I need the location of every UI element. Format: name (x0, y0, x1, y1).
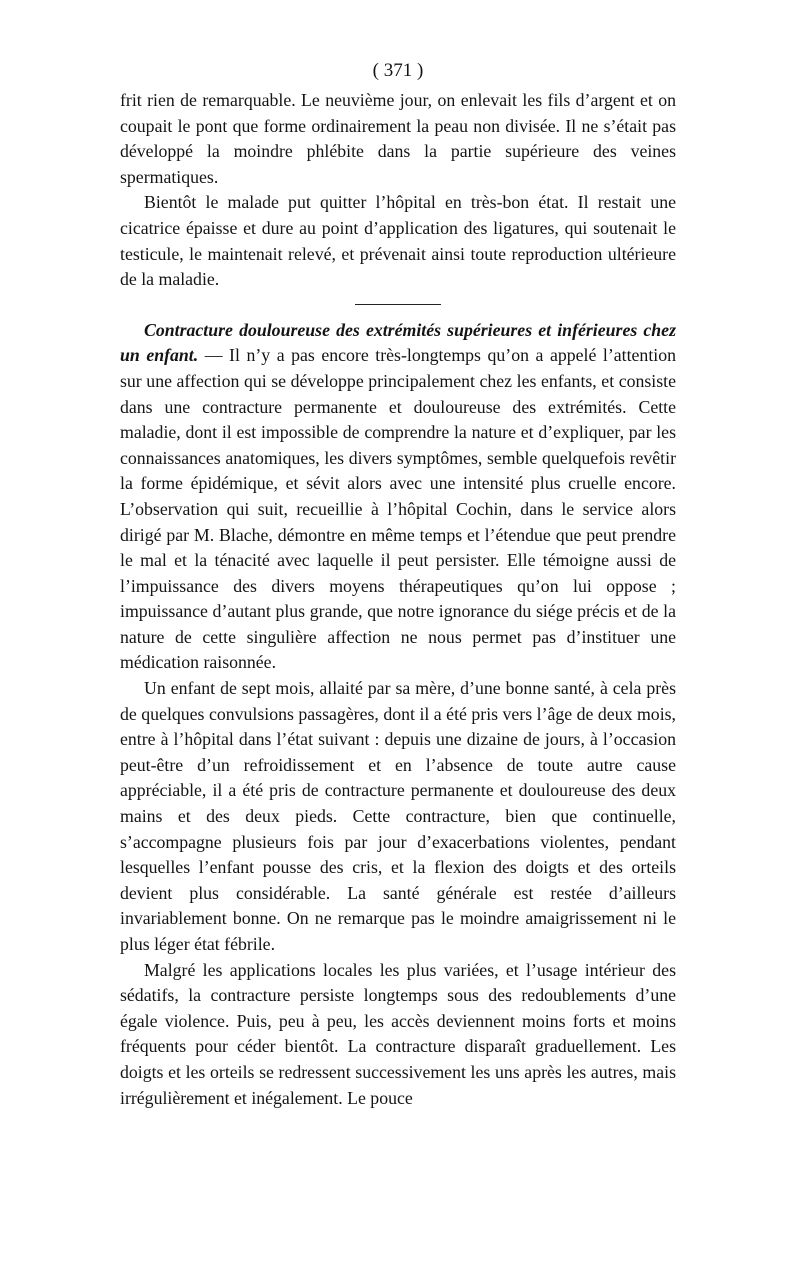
document-page (120, 58, 676, 1111)
paragraph-case-description: Un enfant de sept mois, allaité par sa mère, d’une bonne santé, à cela près de quelques convulsions passagères, dont il a été pris vers l’âge de deux mois, entre à l’hôpital dans l’état suivant : depuis une dizaine de jours, à l’occasion peut-être d’un refroidissement et en l’absence de toute autre cause appréciable, il a été pris de contracture permanente et douloureuse des deux mains et des deux pieds. Cette contracture, bien que continuelle, s’accompagne plusieurs fois par jour d’exacerbations violentes, pendant lesquelles l’enfant pousse des cris, et la flexion des doigts et des orteils devient plus considérable. La santé générale est restée d’ailleurs invariablement bonne. On ne remarque pas le moindre amaigrissement ni le plus léger état fébrile. (120, 678, 676, 954)
section-intro-text: — Il n’y a pas encore très-longtemps qu’on a appelé l’attention sur une affection qui se développe principalement chez les enfants, et consiste dans une contracture permanente et douloureuse des extrémités. Cette maladie, dont il est impossible de comprendre la nature et d’expliquer, par les connaissances anatomiques, les divers symptômes, semble quelquefois revêtir la forme épidémique, et sévit alors avec une intensité plus cruelle encore. L’observation qui suit, recueillie à l’hôpital Cochin, dans le service alors dirigé par M. Blache, démontre en même temps et l’étendue que peut prendre le mal et la ténacité avec laquelle il peut persister. Elle témoigne aussi de l’impuissance des divers moyens thérapeutiques qu’on lui oppose ; impuissance d’autant plus grande, que notre ignorance du siége précis et de la nature de cette singulière affection ne nous permet pas d’instituer une médication raisonnée. (120, 345, 676, 673)
paragraph-treatment: Malgré les applications locales les plus variées, et l’usage intérieur des sédatifs, la contracture persiste longtemps sous des redoublements d’une égale violence. Puis, peu à peu, les accès deviennent moins forts et moins fréquents pour céder bientôt. La contracture disparaît graduellement. Les doigts et les orteils se redressent successivement les uns après les autres, mais irrégulièrement et inégalement. Le pouce (120, 959, 676, 1108)
section-divider (355, 304, 441, 305)
paragraph-patient-discharge: Bientôt le malade put quitter l’hôpital en très-bon état. Il restait une cicatrice épaisse et dure au point d’application des ligatures, qui soutenait le testicule, le maintenait relevé, et prévenait ainsi toute reproduction ultérieure de la maladie. (120, 192, 676, 290)
paragraph-continued: frit rien de remarquable. Le neuvième jour, on enlevait les fils d’argent et on coupait le pont que forme ordinairement la peau non divisée. Il ne s’était pas développé la moindre phlébite dans la partie supérieure des veines spermatiques. (120, 90, 676, 187)
page-number: ( 371 ) (372, 60, 424, 81)
section-title: Contracture douloureuse des extrémités supérieures et inférieures chez un enfant. (120, 319, 676, 366)
paragraph-section-intro (120, 318, 676, 676)
